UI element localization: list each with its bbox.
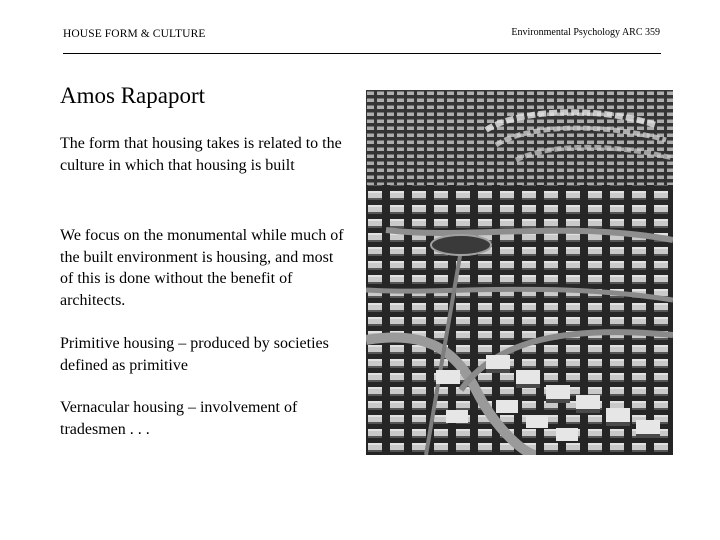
header-divider [63,53,661,54]
paragraph-monumental-focus: We focus on the monumental while much of the built environment is housing, and most of this is done without the benefit of architects. [60,227,344,309]
paragraph-primitive-housing: Primitive housing – produced by societies defined as primitive [60,335,329,374]
paragraph-housing-culture: The form that housing takes is related to the culture in which that housing is built [60,135,342,174]
slide-title: Amos Rapaport [60,83,206,108]
paragraph-vernacular-housing: Vernacular housing – involvement of tradesmen . . . [60,399,298,438]
header-course-name: Environmental Psychology ARC 359 [511,27,660,38]
aerial-housing-photo [366,90,673,455]
header-course-topic: HOUSE FORM & CULTURE [63,28,206,40]
